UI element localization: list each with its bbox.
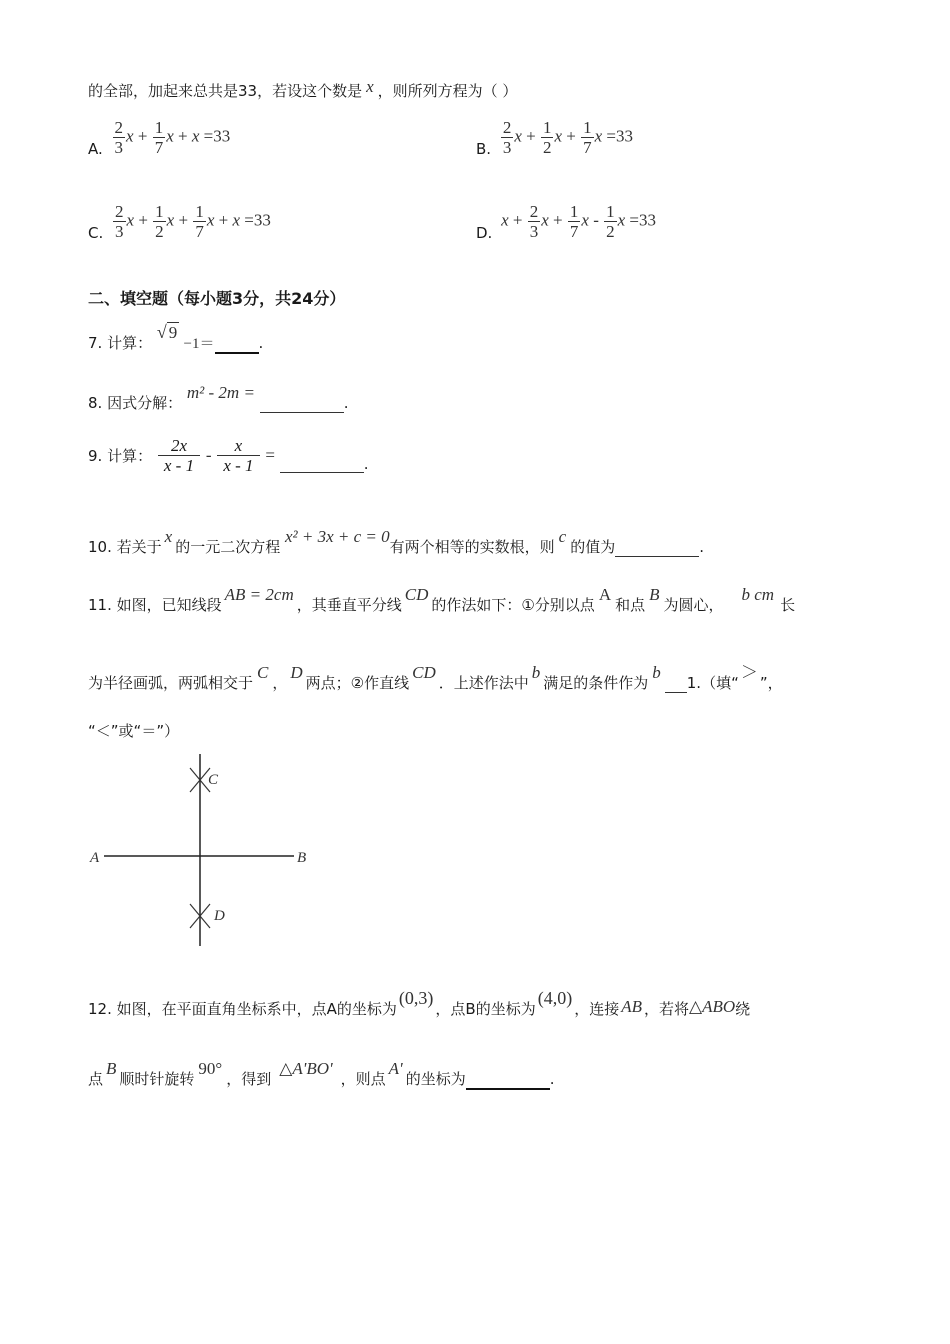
option-d-expr: x + $\frac{2}{3}$ x + $\frac{1}{7}$ x - $\frac{1}{2}$ x =33 — [501, 202, 656, 241]
label-c: C — [208, 772, 219, 788]
option-a-expr: $\frac{2}{3}$ x + $\frac{1}{7}$ x + x =33 — [114, 118, 231, 157]
option-a[interactable]: A. $\frac{2}{3}$ x + $\frac{1}{7}$ x + x =33 — [88, 118, 231, 158]
figure-11-perpendicular-bisector — [86, 752, 326, 952]
q12-answer-blank[interactable] — [466, 1070, 550, 1090]
question-7: 7. 计算： √ 9 −1＝ . — [88, 322, 264, 352]
q7-answer-blank[interactable] — [215, 334, 259, 354]
q9-fraction-1: $\frac{2x}{x - 1}$ — [158, 436, 200, 475]
q11-answer-blank[interactable] — [665, 674, 687, 693]
q9-fraction-2: $\frac{x}{x - 1}$ — [217, 436, 259, 475]
question-12-line-1: 12. 如图，在平面直角坐标系中，点A的坐标为(0,3)，点B的坐标为(4,0)，连接 AB ，若将△ABO绕 — [88, 988, 751, 1018]
label-a: A — [90, 850, 100, 866]
question-8: 8. 因式分解： m² - 2m = . — [88, 383, 349, 412]
question-12-line-2: 点B顺时针旋转90°，得到△A'BO'，则点A'的坐标为 . — [88, 1059, 555, 1088]
option-d[interactable]: D. x + $\frac{2}{3}$ x + $\frac{1}{7}$ x - $\frac{1}{2}$ x =33 — [476, 202, 656, 242]
question-11-line-1: 11. 如图，已知线段AB = 2cm，其垂直平分线CD的作法如下：①分别以点A和点B为圆心，b cm长 — [88, 585, 796, 614]
option-c-expr: $\frac{2}{3}$ x + $\frac{1}{2}$ x + $\frac{1}{7}$ x + x =33 — [115, 202, 271, 241]
question-11-line-2: 为半径画弧，两弧相交于C，D两点；②作直线CD．上述作法中b满足的条件作为b 1.（填“＞”， — [88, 663, 783, 692]
q6-stem: 的全部，加起来总共是33，若设这个数是 x ，则所列方程为（ ） — [88, 77, 518, 100]
q7-expr: √ 9 −1＝ — [156, 322, 215, 352]
option-b[interactable]: B. $\frac{2}{3}$ x + $\frac{1}{2}$ x + $\frac{1}{7}$ x =33 — [476, 118, 634, 158]
question-9: 9. 计算： $\frac{2x}{x - 1}$ - $\frac{x}{x - 1}$ = . — [88, 436, 369, 475]
q9-answer-blank[interactable] — [280, 454, 364, 473]
question-10: 10. 若关于x的一元二次方程 x² + 3x + c = 0有两个相等的实数根，则c的值为 . — [88, 527, 705, 556]
q8-expr: m² - 2m = — [186, 383, 255, 402]
q8-answer-blank[interactable] — [260, 394, 344, 413]
section-heading: 二、填空题（每小题3分，共24分） — [88, 289, 346, 308]
question-11-line-3: “＜”或“＝”） — [88, 722, 180, 740]
label-d: D — [214, 908, 225, 924]
q10-answer-blank[interactable] — [615, 538, 699, 557]
q10-equation: x² + 3x + c = 0 — [285, 527, 390, 546]
option-b-expr: $\frac{2}{3}$ x + $\frac{1}{2}$ x + $\frac{1}{7}$ x =33 — [502, 118, 634, 157]
label-b: B — [297, 850, 307, 866]
option-c[interactable]: C. $\frac{2}{3}$ x + $\frac{1}{2}$ x + $\frac{1}{7}$ x + x =33 — [88, 202, 271, 242]
